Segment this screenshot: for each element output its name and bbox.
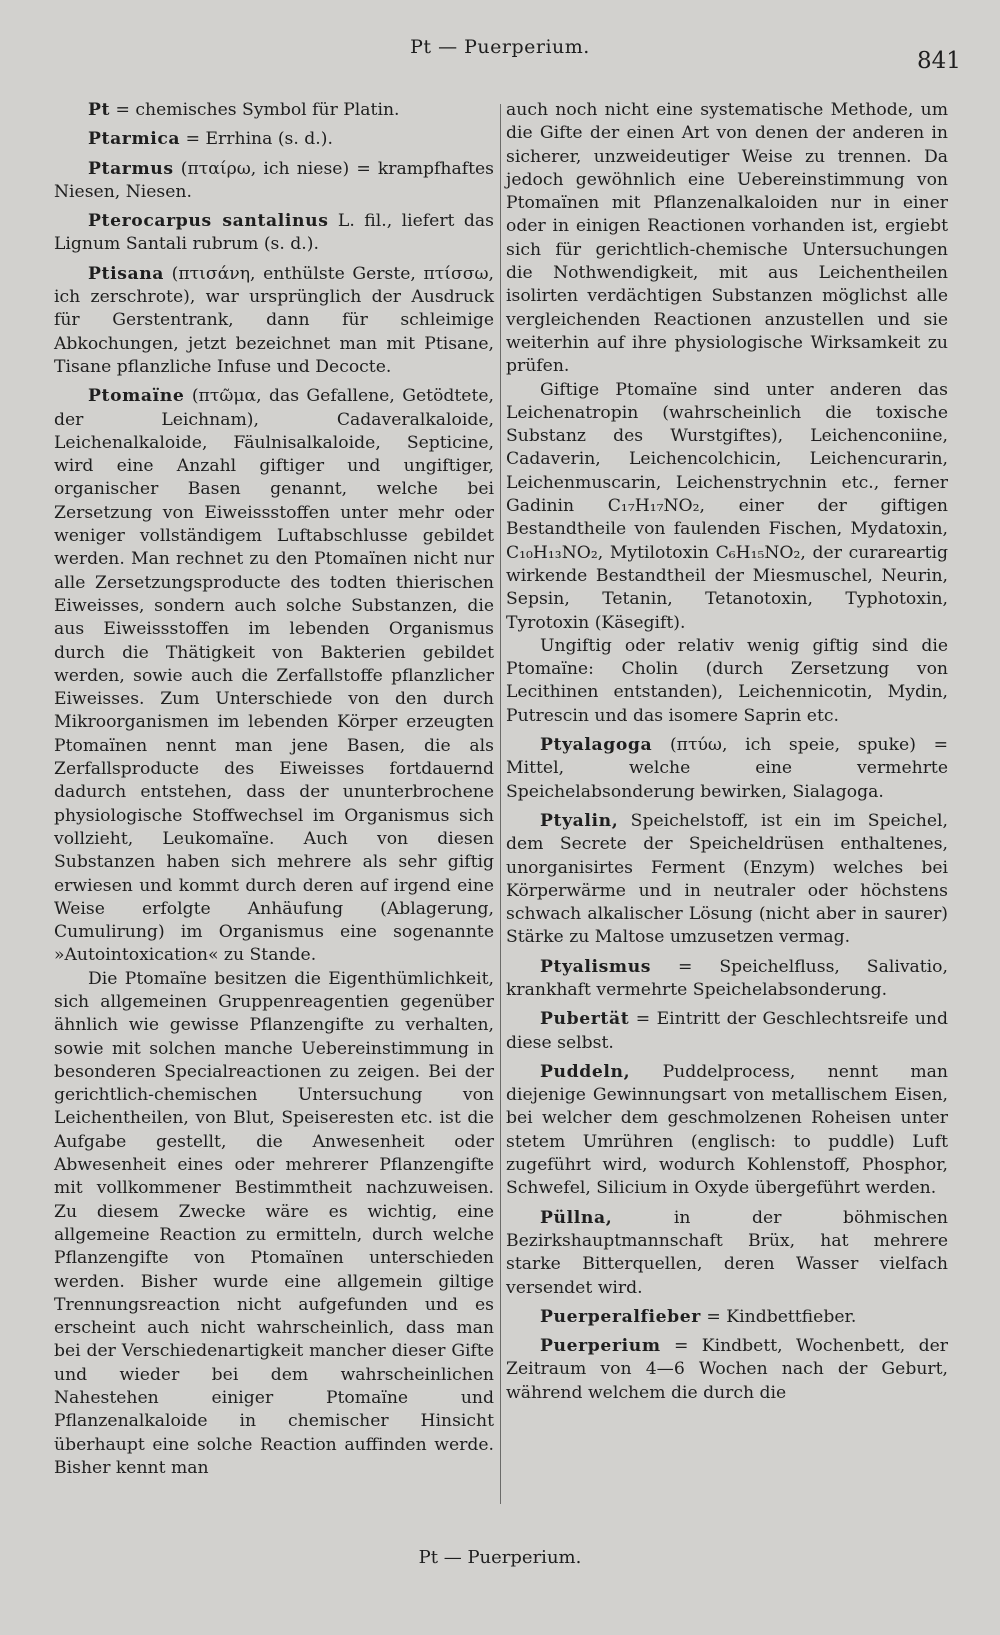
entry-headword: Pubertät — [540, 1009, 630, 1030]
right-column — [506, 99, 948, 1405]
running-foot: Pt — Puerperium. — [418, 1547, 582, 1568]
entry-headword: Ptarmus — [88, 158, 174, 179]
entry-text: = chemisches Symbol für Platin. — [110, 100, 400, 120]
entry-paragraph — [506, 379, 948, 635]
entry-headword: Püllna, — [540, 1207, 613, 1228]
entry-text: (πτύω, ich speie, spuke) = Mittel, welche eine vermehrte Speichelabsonderung bewirken, Sialagoga. — [506, 735, 948, 802]
dictionary-entry — [54, 128, 494, 151]
entry-text: auch noch nicht eine systematische Methode, um die Gifte der einen Art von denen der anderen in sicherer, unzweideutiger Weise zu trennen. Da jedoch gewöhnlich eine Uebereinstimmung von Ptomaïnen mit Pflanzenalkaloiden nur in einer oder in einigen Reactionen vorhanden ist, ergiebt sich für gerichtlich-chemische Untersuchungen die Nothwendigkeit, mit aus Leichentheilen isolirten verdächtigen Substanzen möglichst alle vergleichenden Reactionen anzustellen und sie weiterhin auf ihre physiologische Wirksamkeit zu prüfen. — [506, 100, 948, 377]
page-number: 841 — [917, 48, 961, 74]
entry-text: (πτῶμα, das Gefallene, Getödtete, der Leichnam), Cadaveralkaloide, Leichenalkaloide, Fäulnisalkaloide, Septicine, wird eine Anzahl giftiger und ungiftiger, organischer Basen genannt, welche bei Zersetzung von Eiweissstoffen unter mehr oder weniger vollständigem Luftabschlusse gebildet werden. Man rechnet zu den Ptomaïnen nicht nur alle Zersetzungsproducte des todten thierischen Eiweisses, sondern auch solche Substanzen, die aus Eiweissstoffen im lebenden Organismus durch die Thätigkeit von Bakterien gebildet werden, sowie auch die Zerfallstoffe pflanzlicher Eiweisses. Zum Unterschiede von den durch Mikroorganismen im lebenden Körper erzeugten Ptomaïnen nennt man jene Basen, die als Zerfallsproducte des Eiweisses fortdauernd dadurch entstehen, dass der ununterbrochene physiologische Stoffwechsel im Organismus sich vollzieht, Leukomaïne. Auch von diesen Substanzen haben sich mehrere als sehr giftig erwiesen und kommt durch deren auf irgend eine Weise erfolgte Anhäufung (Ablagerung, Cumulirung) im Organismus eine sogenannte »Autointoxication« zu Stande. — [54, 386, 494, 966]
dictionary-entry — [506, 734, 948, 804]
dictionary-entry — [506, 1207, 948, 1300]
entry-text: = Kindbett, Wochenbett, der Zeitraum von 4—6 Wochen nach der Geburt, während welchem die durch die — [506, 1336, 948, 1403]
entry-text: = Speichelfluss, Salivatio, krankhaft vermehrte Speichelabsonderung. — [506, 956, 948, 1000]
dictionary-entry — [506, 810, 948, 950]
entry-headword: Ptisana — [88, 263, 165, 284]
entry-paragraph — [506, 635, 948, 728]
dictionary-entry — [54, 99, 494, 122]
entry-headword: Ptomaïne — [88, 386, 185, 407]
entry-text: (πταίρω, ich niese) = krampfhaftes Niesen, Niesen. — [54, 158, 494, 202]
entry-headword: Ptarmica — [88, 129, 181, 150]
column-divider — [500, 104, 501, 1504]
running-head: Pt — Puerperium. — [410, 36, 590, 58]
dictionary-entry — [506, 1335, 948, 1405]
dictionary-entry — [54, 210, 494, 257]
dictionary-entry — [54, 158, 494, 205]
entry-headword: Ptyalagoga — [540, 735, 653, 756]
entry-headword: Ptyalismus — [540, 956, 652, 977]
entry-text: Speichelstoff, ist ein im Speichel, dem Secrete der Speicheldrüsen enthaltenes, unorganisirtes Ferment (Enzym) welches bei Körperwärme und in neutraler oder höchstens schwach alkalischer Lösung (nicht aber in saurer) Stärke zu Maltose umzusetzen vermag. — [506, 810, 948, 948]
entry-headword: Pterocarpus santalinus — [88, 211, 329, 232]
entry-headword: Puerperalfieber — [540, 1306, 701, 1327]
entry-text: L. fil., liefert das Lignum Santali rubrum (s. d.). — [54, 211, 494, 255]
entry-text: (πτισάνη, enthülste Gerste, πτίσσω, ich zerschrote), war ursprünglich der Ausdruck für Gerstentrank, dann für schleimige Abkochungen, jetzt bezeichnet man mit Ptisane, Tisane pflanzliche Infuse und Decocte. — [54, 263, 494, 377]
entry-headword: Puddeln, — [540, 1061, 631, 1082]
entry-text: in der böhmischen Bezirkshauptmannschaft Brüx, hat mehrere starke Bitterquellen, deren Wasser vielfach versendet wird. — [506, 1207, 948, 1298]
entry-text: Giftige Ptomaïne sind unter anderen das Leichenatropin (wahrscheinlich die toxische Substanz des Wurstgiftes), Leichenconiine, Cadaverin, Leichencolchicin, Leichencurarin, Leichenmuscarin, Leichenstrychnin etc., ferner Gadinin C₁₇H₁₇NO₂, einer der giftigen Bestandtheile von faulenden Fischen, Mydatoxin, C₁₀H₁₃NO₂, Mytilotoxin C₆H₁₅NO₂, der curareartig wirkende Bestandtheil der Miesmuschel, Neurin, Sepsin, Tetanin, Tetanotoxin, Typhotoxin, Tyrotoxin (Käsegift). — [506, 379, 948, 633]
entry-headword: Ptyalin, — [540, 810, 619, 831]
entry-text: = Errhina (s. d.). — [180, 129, 333, 150]
dictionary-entry — [54, 385, 494, 967]
entry-text: Puddelprocess, nennt man diejenige Gewinnungsart von metallischem Eisen, bei welcher dem geschmolzenen Roheisen unter stetem Umrühren (englisch: to puddle) Luft zugeführt wird, wodurch Kohlenstoff, Phosphor, Schwefel, Silicium in Oxyde übergeführt werden. — [506, 1061, 948, 1199]
entry-paragraph — [54, 968, 494, 1481]
entry-text: = Kindbettfieber. — [700, 1306, 857, 1327]
entry-text: Ungiftig oder relativ wenig giftig sind die Ptomaïne: Cholin (durch Zersetzung von Lecithinen entstanden), Leichennicotin, Mydin, Putrescin und das isomere Saprin etc. — [506, 635, 948, 726]
dictionary-entry — [506, 1008, 948, 1055]
left-column — [54, 99, 494, 1480]
dictionary-entry — [506, 956, 948, 1003]
entry-headword: Pt — [88, 100, 111, 120]
entry-headword: Puerperium — [540, 1336, 661, 1357]
entry-text: Die Ptomaïne besitzen die Eigenthümlichkeit, sich allgemeinen Gruppenreagentien gegenüber ähnlich wie gewisse Pflanzengifte zu verhalten, sowie mit solchen manche Uebereinstimmung in besonderen Specialreactionen zu zeigen. Bei der gerichtlich-chemischen Untersuchung von Leichentheilen, von Blut, Speiseresten etc. ist die Aufgabe gestellt, die Anwesenheit oder Abwesenheit eines oder mehrerer Pflanzengifte mit vollkommener Bestimmtheit nachzuweisen. Zu diesem Zwecke wäre es wichtig, eine allgemeine Reaction zu ermitteln, durch welche Pflanzengifte von Ptomaïnen unterschieden werden. Bisher wurde eine allgemein giltige Trennungsreaction nicht aufgefunden und es erscheint auch nicht wahrscheinlich, dass man bei der Verschiedenartigkeit mancher dieser Gifte und wieder bei dem wahrscheinlichen Nahestehen einiger Ptomaïne und Pflanzenalkaloide in chemischer Hinsicht überhaupt eine solche Reaction auffinden werde. Bisher kennt man — [54, 968, 494, 1478]
dictionary-entry — [506, 1061, 948, 1201]
entry-paragraph — [506, 99, 948, 379]
dictionary-entry — [54, 263, 494, 379]
entry-text: = Eintritt der Geschlechtsreife und diese selbst. — [506, 1009, 948, 1053]
dictionary-entry — [506, 1306, 948, 1329]
